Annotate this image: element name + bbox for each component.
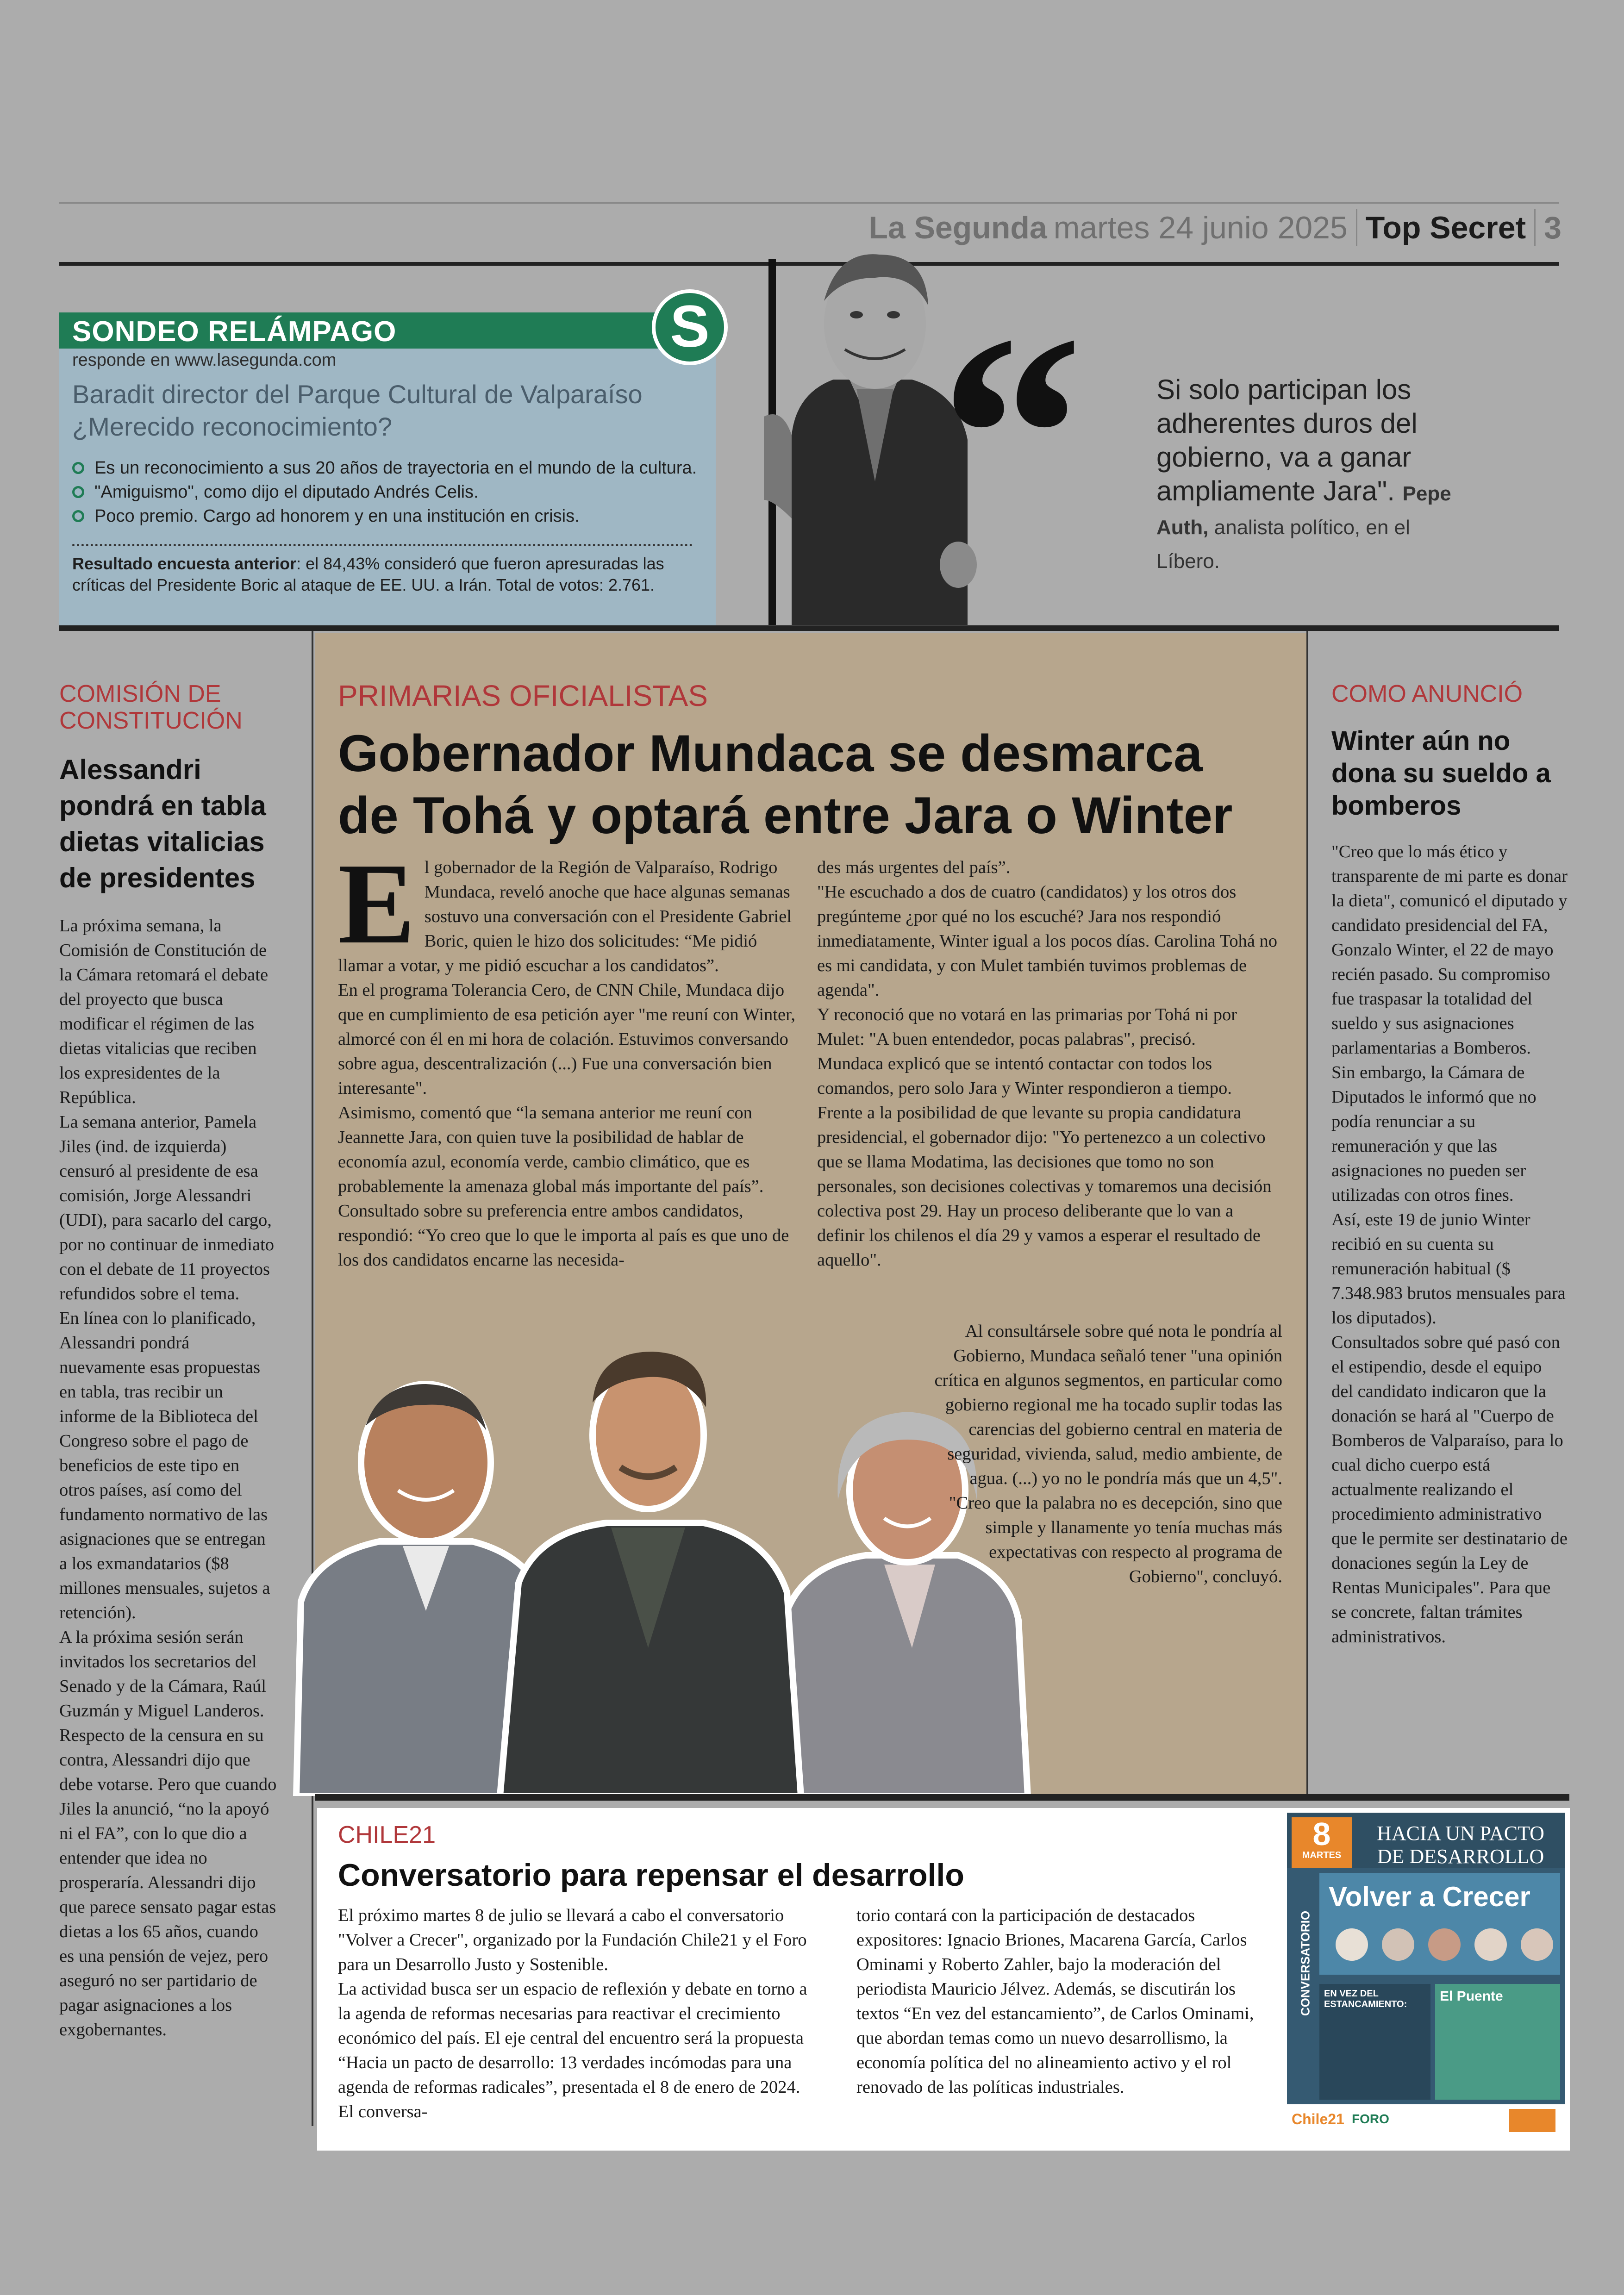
result-text: : el 84,43% consideró que fueron apresuradas las críticas del Presidente Boric al ataque de EE. UU. a Irán. Total de votos: 2.761. [72, 554, 664, 594]
main-col-2 [817, 855, 1280, 1272]
option-label: "Amiguismo", como dijo el diputado Andrés Celis. [94, 482, 479, 502]
quote-marks-icon: “ [940, 276, 1083, 594]
paragraph: Asimismo, comentó que “la semana anterior me reuní con Jeannette Jara, con quien tuve la posibilidad de hablar de economía azul, economía verde, cambio climático, que es probablemente la amenaza global más importante del país”. [338, 1103, 764, 1196]
section-rule [59, 625, 1559, 631]
poster-title: HACIA UN PACTO DE DESARROLLO [1377, 1822, 1544, 1868]
right-body [1331, 840, 1568, 1649]
sondeo-badge-icon: S [652, 289, 728, 365]
speaker-avatar [1382, 1928, 1414, 1961]
poster-event-name: Volver a Crecer [1329, 1881, 1530, 1912]
sondeo-box [59, 312, 716, 625]
paragraph: "He escuchado a dos de cuatro (candidatos) y los otros dos pregúnteme ¿por qué no los escuché? Jara nos respondió inmediatamente, Winter igual a los pocos días. Carolina Tohá no es mi candidata, y con Mulet también tuvimos problemas de agenda". [817, 882, 1278, 1000]
sondeo-subtitle: responde en www.lasegunda.com [72, 350, 337, 370]
poster-footer [1287, 2104, 1565, 2137]
paragraph: La semana anterior, Pamela Jiles (ind. de izquierda) censuró al presidente de esa comisión, Jorge Alessandri (UDI), para sacarlo del cargo, por no continuar de inmediato con el debate de 11 proyectos refundidos sobre el tema. [59, 1112, 275, 1303]
sondeo-option[interactable] [72, 504, 697, 528]
left-article [59, 680, 277, 2042]
quote-author-role: analista político, en el Líbero. [1156, 516, 1410, 573]
paragraph: "Creo que lo más ético y transparente de mi parte es donar la dieta", comunicó el diputado y candidato presidencial del FA, Gonzalo Winter, el 22 de mayo recién pasado. Su compromiso fue traspasar la totalidad del sueldo y sus asignaciones parlamentarias a Bomberos. [1331, 842, 1568, 1058]
poster-date [1292, 1817, 1352, 1868]
poster-badge [1509, 2109, 1555, 2132]
paragraph: El próximo martes 8 de julio se llevará a cabo el conversatorio "Volver a Crecer", organizado por la Fundación Chile21 y el Foro para un Desarrollo Justo y Sostenible. [338, 1906, 807, 1974]
paragraph: l gobernador de la Región de Valparaíso, Rodrigo Mundaca, reveló anoche que hace algunas semanas sostuvo una conversación con el Presidente Gabriel Boric, quien le hizo dos solicitudes: “Me pidió llamar a votar, y me pidió escuchar a los candidatos”. [338, 858, 792, 975]
sondeo-option[interactable] [72, 456, 697, 480]
paragraph: En el programa Tolerancia Cero, de CNN Chile, Mundaca dijo que en cumplimiento de esa petición ayer "me reuní con Winter, almorcé con él en mi hora de colación. Estuvimos conversando sobre agua, descentralización (...) Fue una conversación bien interesante". [338, 980, 795, 1098]
bottom-kicker: CHILE21 [338, 1821, 436, 1848]
quote-author: Pepe Auth, [1156, 482, 1451, 539]
paragraph: Respecto de la censura en su contra, Alessandri dijo que debe votarse. Pero que cuando Jiles la anunció, “no la apoyó ni el FA”, con lo que dio a entender que idea no prosperaría. Alessandri dijo que parece sensato pagar estas dietas a los 65 años, cuando es una pensión de vejez, pero aseguró no ser partidario de pagar asignaciones a los exgobernantes. [59, 1726, 277, 2039]
speaker-avatar [1336, 1928, 1368, 1961]
speaker-avatar [1428, 1928, 1461, 1961]
top-rule [59, 202, 1559, 204]
poster-speakers [1329, 1928, 1560, 1961]
bottom-article-header [338, 1821, 1264, 1895]
paragraph: Mundaca explicó que se intentó contactar con todos los comandos, pero solo Jara y Winter respondieron a tiempo. [817, 1054, 1232, 1098]
right-headline: Winter aún no dona su sueldo a bomberos [1331, 726, 1551, 821]
issue-date: martes 24 junio 2025 [1053, 210, 1348, 245]
sondeo-options [72, 456, 697, 528]
sondeo-option[interactable] [72, 480, 697, 504]
quote-text: Si solo participan los adherentes duros del gobierno, va a ganar ampliamente Jara". [1156, 374, 1418, 506]
column-divider [1306, 631, 1308, 1797]
masthead-divider [1356, 209, 1357, 246]
left-kicker: COMISIÓN DE CONSTITUCIÓN [59, 680, 243, 734]
bottom-headline: Conversatorio para repensar el desarrollo [338, 1858, 964, 1893]
sondeo-title: SONDEO RELÁMPAGO [72, 316, 397, 348]
right-article [1331, 680, 1568, 1649]
main-kicker: PRIMARIAS OFICIALISTAS [338, 679, 708, 712]
bottom-col-1 [338, 1903, 819, 2124]
main-col-3 [921, 1319, 1282, 1589]
masthead-divider [1534, 209, 1536, 246]
paragraph: des más urgentes del país”. [817, 858, 1011, 877]
paragraph: La próxima semana, la Comisión de Constitución de la Cámara retomará el debate del proyecto que busca modificar el régimen de las dietas vitalicias que reciben los expresidentes de la República. [59, 916, 269, 1107]
main-col-1 [338, 840, 801, 1272]
poster-side-label: CONVERSATORIO [1298, 1910, 1312, 2016]
sondeo-question: Baradit director del Parque Cultural de Valparaíso ¿Merecido reconocimiento? [72, 380, 643, 441]
paragraph: Consultados sobre qué pasó con el estipendio, desde el equipo del candidato indicaron que la donación se hará al "Cuerpo de Bomberos de Valparaíso, para lo cual dicho cuerpo está actualmente realizando el procedimiento administrativo que le permite ser destinatario de donaciones según la Ley de Rentas Municipales". Para que se concrete, faltan trámites administrativos. [1331, 1333, 1568, 1646]
option-label: Es un reconocimiento a sus 20 años de trayectoria en el mundo de la cultura. [94, 458, 697, 478]
radio-icon[interactable] [72, 486, 84, 498]
main-article-header [338, 678, 1287, 847]
paragraph: Sin embargo, la Cámara de Diputados le informó que no podía renunciar a su remuneración y que las asignaciones no pueden ser utilizadas con otros fines. [1331, 1063, 1537, 1205]
poster-section-1: EN VEZ DEL ESTANCAMIENTO: [1319, 1984, 1430, 2100]
section-name: Top Secret [1365, 210, 1526, 245]
drop-cap: E [338, 840, 415, 968]
sondeo-header [59, 312, 680, 349]
right-kicker: COMO ANUNCIÓ [1331, 680, 1523, 707]
paragraph: Consultado sobre su preferencia entre ambos candidatos, respondió: “Yo creo que lo que le importa al país es que uno de los dos candidatos encarne las necesida- [338, 1201, 789, 1270]
option-label: Poco premio. Cargo ad honorem y en una institución en crisis. [94, 506, 580, 526]
paragraph: "Creo que la palabra no es decepción, sino que simple y llanamente yo tenía muchas más expectativas con respecto al programa de Gobierno", concluyó. [949, 1493, 1282, 1586]
poster-section-2: El Puente [1435, 1984, 1560, 2100]
paragraph: Así, este 19 de junio Winter recibió en su cuenta su remuneración habitual ($ 7.348.983 brutos mensuales para los diputados). [1331, 1210, 1566, 1328]
left-headline: Alessandri pondrá en tabla dietas vitalicias de presidentes [59, 754, 266, 893]
radio-icon[interactable] [72, 462, 84, 474]
poster-day-num: 8 [1312, 1816, 1331, 1852]
event-poster [1287, 1813, 1565, 2137]
paragraph: En línea con lo planificado, Alessandri pondrá nuevamente esas propuestas en tabla, tras recibir un informe de la Biblioteca del Congreso sobre el pago de beneficios de este tipo en otros países, así como del fundamento normativo de las asignaciones que se entregan a los exmandatarios ($8 millones mensuales, sujetos a retención). [59, 1309, 270, 1622]
sondeo-divider [72, 544, 693, 546]
page-number: 3 [1544, 210, 1562, 245]
poster-logo-chile21: Chile21 [1292, 2111, 1344, 2127]
paragraph: La actividad busca ser un espacio de reflexión y debate en torno a la agenda de reformas necesarias para reactivar el crecimiento económico del país. El eje central del encuentro será la propuesta “Hacia un pacto de desarrollo: 13 verdades incómodas para una agenda de reformas radicales”, presentada el 8 de enero de 2024. El conversa- [338, 1979, 807, 2121]
speaker-avatar [1521, 1928, 1553, 1961]
paragraph: Al consultársele sobre qué nota le pondría al Gobierno, Mundaca señaló tener "una opinión crítica en algunos segmentos, en particular como gobierno regional me ha tocado suplir todas las carencias del gobierno central en materia de seguridad, vivienda, salud, medio ambiente, de agua. (...) yo no le pondría más que un 4,5". [934, 1322, 1282, 1488]
poster-day-name: MARTES [1302, 1850, 1342, 1860]
poster-logo-foro: FORO [1352, 2112, 1389, 2126]
pull-quote [1156, 373, 1462, 575]
paragraph: torio contará con la participación de destacados expositores: Ignacio Briones, Macarena García, Carlos Ominami y Roberto Zahler, bajo la moderación del periodista Mauricio Jélvez. Además, se discutirán los textos “En vez del estancamiento”, de Carlos Ominami, que abordan temas como un nuevo desarrollismo, la economía política del no alineamiento activo y el rol renovado de las políticas industriales. [856, 1906, 1254, 2097]
bottom-rule [315, 1794, 1569, 1801]
sondeo-result [72, 553, 702, 596]
paragraph: A la próxima sesión serán invitados los secretarios del Senado y de la Cámara, Raúl Guzmán y Miguel Landeros. [59, 1628, 266, 1721]
speaker-avatar [1474, 1928, 1507, 1961]
main-headline: Gobernador Mundaca se desmarca de Tohá y optará entre Jara o Winter [338, 724, 1233, 844]
newspaper-name: La Segunda [868, 210, 1047, 245]
result-label: Resultado encuesta anterior [72, 554, 297, 573]
bottom-col-2 [856, 1903, 1282, 2100]
radio-icon[interactable] [72, 510, 84, 522]
paragraph: Y reconoció que no votará en las primarias por Tohá ni por Mulet: "A buen entendedor, pocas palabras", precisó. [817, 1005, 1237, 1049]
paragraph: Frente a la posibilidad de que levante su propia candidatura presidencial, el gobernador dijo: "Yo pertenezco a un colectivo que se llama Modatima, las decisiones que tomo no son personales, son decisiones colectivas y tomaremos una decisión colectiva post 29. Hay un proceso deliberante que lo van a definir los chilenos el día 29 y vamos a esperar el resultado de aquello". [817, 1103, 1272, 1270]
left-body [59, 914, 277, 2042]
